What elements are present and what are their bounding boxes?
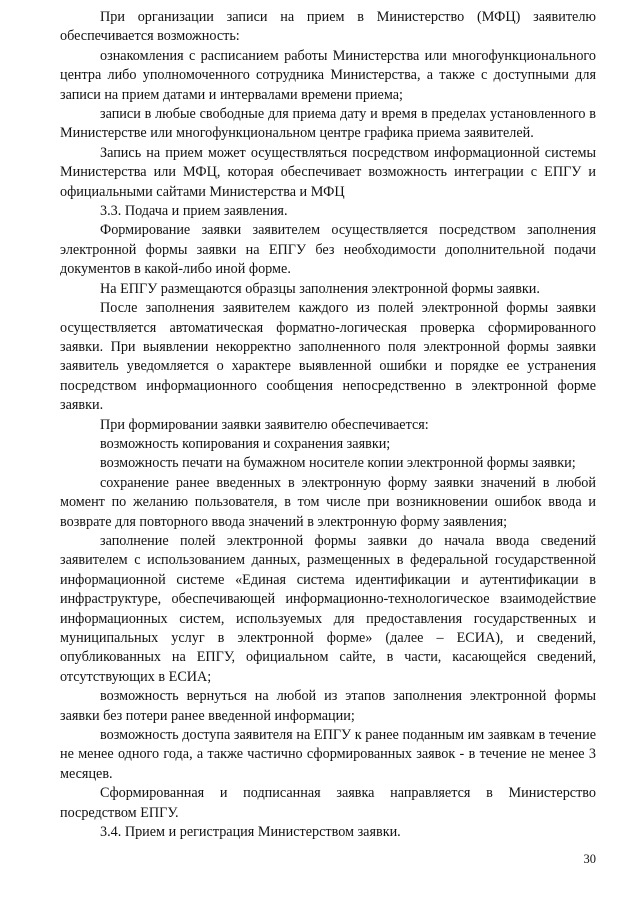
page-number: 30 <box>583 852 596 866</box>
paragraph: ознакомления с расписанием работы Министерства или многофункционального центра либо уполномоченного сотрудника Министерства, а также с доступными для записи на прием датами и интервалами времени приема; <box>60 47 596 103</box>
paragraph: Формирование заявки заявителем осуществляется посредством заполнения электронной формы заявки на ЕПГУ без необходимости дополнительной подачи документов в какой-либо иной форме. <box>60 222 596 278</box>
paragraph: На ЕПГУ размещаются образцы заполнения электронной формы заявки. <box>100 280 540 297</box>
paragraph: Сформированная и подписанная заявка направляется в Министерство посредством ЕПГУ. <box>60 785 596 821</box>
list-item: возможность доступа заявителя на ЕПГУ к ранее поданным им заявкам в течение не менее одного года, а также частично сформированных заявок - в течение не менее 3 месяцев. <box>60 727 596 782</box>
section-heading: 3.4. Прием и регистрация Министерством заявки. <box>100 824 401 841</box>
page-body <box>60 8 596 842</box>
paragraph: При организации записи на прием в Министерство (МФЦ) заявителю обеспечивается возможность: <box>60 9 596 45</box>
paragraph: При формировании заявки заявителю обеспечивается: <box>100 416 429 433</box>
list-item: возможность вернуться на любой из этапов заполнения электронной формы заявки без потери ранее введенной информации; <box>60 688 596 724</box>
list-item: возможность копирования и сохранения заявки; <box>100 435 391 452</box>
section-heading: 3.3. Подача и прием заявления. <box>100 203 288 220</box>
paragraph: Запись на прием может осуществляться посредством информационной системы Министерства или МФЦ, которая обеспечивает возможность интеграции с ЕПГУ и официальными сайтами Министерства и МФЦ <box>60 144 596 200</box>
list-item: возможность печати на бумажном носителе копии электронной формы заявки; <box>100 455 576 472</box>
paragraph: После заполнения заявителем каждого из полей электронной формы заявки осуществляется автоматическая форматно-логическая проверка сформированного заявки. При выявлении некорректно заполненного поля электронной формы заявки заявитель уведомляется о характере выявленной ошибки и порядке ее устранения посредством информационного сообщения непосредственно в электронной форме заявки. <box>60 300 596 414</box>
list-item: заполнение полей электронной формы заявки до начала ввода сведений заявителем с использованием данных, размещенных в федеральной государственной информационной системе «Единая система идентификации и аутентификации в инфраструктуре, обеспечивающей информационно-технологическое взаимодействие информационных систем, используемых для предоставления государственных и муниципальных услуг в электронной форме» (далее – ЕСИА), и сведений, опубликованных на ЕПГУ, официальном сайте, в части, касающейся сведений, отсутствующих в ЕСИА; <box>60 532 596 685</box>
paragraph: записи в любые свободные для приема дату и время в пределах установленного в Министерстве или многофункциональном центре графика приема заявителей. <box>60 106 596 142</box>
list-item: сохранение ранее введенных в электронную форму заявки значений в любой момент по желанию пользователя, в том числе при возникновении ошибок ввода и возврате для повторного ввода значений в электронную форму заявления; <box>60 474 596 530</box>
